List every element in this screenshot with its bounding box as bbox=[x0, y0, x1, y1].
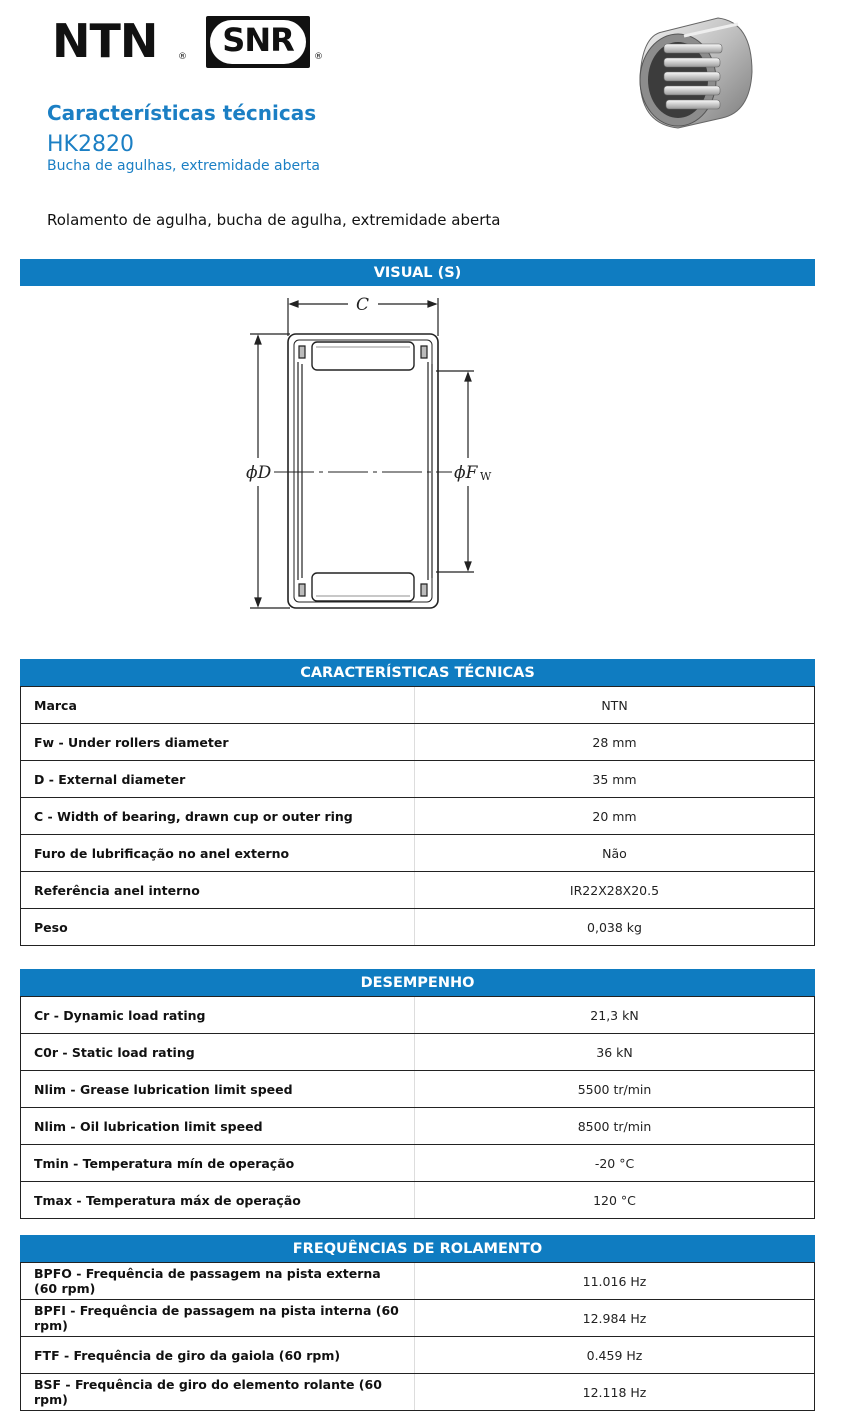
product-subtitle: Bucha de agulhas, extremidade aberta bbox=[47, 158, 320, 174]
row-value: 0,038 kg bbox=[415, 909, 815, 946]
row-value: Não bbox=[415, 835, 815, 872]
row-value: -20 °C bbox=[415, 1145, 815, 1182]
row-label: Referência anel interno bbox=[21, 872, 415, 909]
row-value: NTN bbox=[415, 687, 815, 724]
row-label: C - Width of bearing, drawn cup or outer ring bbox=[21, 798, 415, 835]
technical-table bbox=[20, 686, 815, 946]
table-row bbox=[21, 761, 815, 798]
bearing-technical-drawing bbox=[236, 290, 516, 620]
table-row bbox=[21, 1300, 815, 1337]
row-label: Peso bbox=[21, 909, 415, 946]
row-value: 35 mm bbox=[415, 761, 815, 798]
table-row bbox=[21, 872, 815, 909]
registered-mark: ® bbox=[314, 52, 323, 62]
bearing-product-image bbox=[634, 12, 756, 130]
frequencies-table bbox=[20, 1262, 815, 1411]
product-code: HK2820 bbox=[47, 132, 134, 157]
row-label: Marca bbox=[21, 687, 415, 724]
table-row bbox=[21, 798, 815, 835]
table-row bbox=[21, 835, 815, 872]
row-label: Nlim - Grease lubrication limit speed bbox=[21, 1071, 415, 1108]
table-row bbox=[21, 1071, 815, 1108]
table-row bbox=[21, 997, 815, 1034]
row-value: 5500 tr/min bbox=[415, 1071, 815, 1108]
row-label: Tmin - Temperatura mín de operação bbox=[21, 1145, 415, 1182]
row-label: Fw - Under rollers diameter bbox=[21, 724, 415, 761]
row-value: 12.984 Hz bbox=[415, 1300, 815, 1337]
row-value: 28 mm bbox=[415, 724, 815, 761]
snr-logo bbox=[206, 16, 310, 68]
table-row bbox=[21, 1182, 815, 1219]
table-row bbox=[21, 1337, 815, 1374]
row-label: Cr - Dynamic load rating bbox=[21, 997, 415, 1034]
row-label: D - External diameter bbox=[21, 761, 415, 798]
row-label: BPFO - Frequência de passagem na pista externa (60 rpm) bbox=[21, 1263, 415, 1300]
table-row bbox=[21, 1145, 815, 1182]
performance-table bbox=[20, 996, 815, 1219]
row-label: Furo de lubrificação no anel externo bbox=[21, 835, 415, 872]
row-value: 36 kN bbox=[415, 1034, 815, 1071]
visual-section-header: VISUAL (S) bbox=[20, 259, 815, 286]
table-row bbox=[21, 687, 815, 724]
performance-section-header: DESEMPENHO bbox=[20, 969, 815, 996]
row-label: C0r - Static load rating bbox=[21, 1034, 415, 1071]
ntn-logo: NTN bbox=[52, 14, 158, 68]
row-value: 11.016 Hz bbox=[415, 1263, 815, 1300]
row-value: 21,3 kN bbox=[415, 997, 815, 1034]
row-label: BPFI - Frequência de passagem na pista interna (60 rpm) bbox=[21, 1300, 415, 1337]
table-row bbox=[21, 1034, 815, 1071]
table-row bbox=[21, 1374, 815, 1411]
table-row bbox=[21, 1263, 815, 1300]
row-label: Tmax - Temperatura máx de operação bbox=[21, 1182, 415, 1219]
dimension-d-label: ϕD bbox=[246, 463, 272, 483]
table-row bbox=[21, 724, 815, 761]
technical-section-header: CARACTERÍSTICAS TÉCNICAS bbox=[20, 659, 815, 686]
row-label: Nlim - Oil lubrication limit speed bbox=[21, 1108, 415, 1145]
snr-logo-text: SNR bbox=[222, 21, 294, 59]
dimension-fw-label: ϕF bbox=[454, 463, 478, 483]
dimension-fw-subscript: W bbox=[480, 470, 492, 483]
row-value: IR22X28X20.5 bbox=[415, 872, 815, 909]
dimension-c-label: C bbox=[356, 295, 370, 315]
registered-mark: ® bbox=[178, 52, 187, 62]
row-label: FTF - Frequência de giro da gaiola (60 rpm) bbox=[21, 1337, 415, 1374]
row-label: BSF - Frequência de giro do elemento rolante (60 rpm) bbox=[21, 1374, 415, 1411]
row-value: 0.459 Hz bbox=[415, 1337, 815, 1374]
table-row bbox=[21, 1108, 815, 1145]
page-title: Características técnicas bbox=[47, 101, 317, 125]
row-value: 8500 tr/min bbox=[415, 1108, 815, 1145]
row-value: 120 °C bbox=[415, 1182, 815, 1219]
product-description: Rolamento de agulha, bucha de agulha, extremidade aberta bbox=[47, 211, 501, 229]
frequencies-section-header: FREQUÊNCIAS DE ROLAMENTO bbox=[20, 1235, 815, 1262]
table-row bbox=[21, 909, 815, 946]
row-value: 12.118 Hz bbox=[415, 1374, 815, 1411]
row-value: 20 mm bbox=[415, 798, 815, 835]
